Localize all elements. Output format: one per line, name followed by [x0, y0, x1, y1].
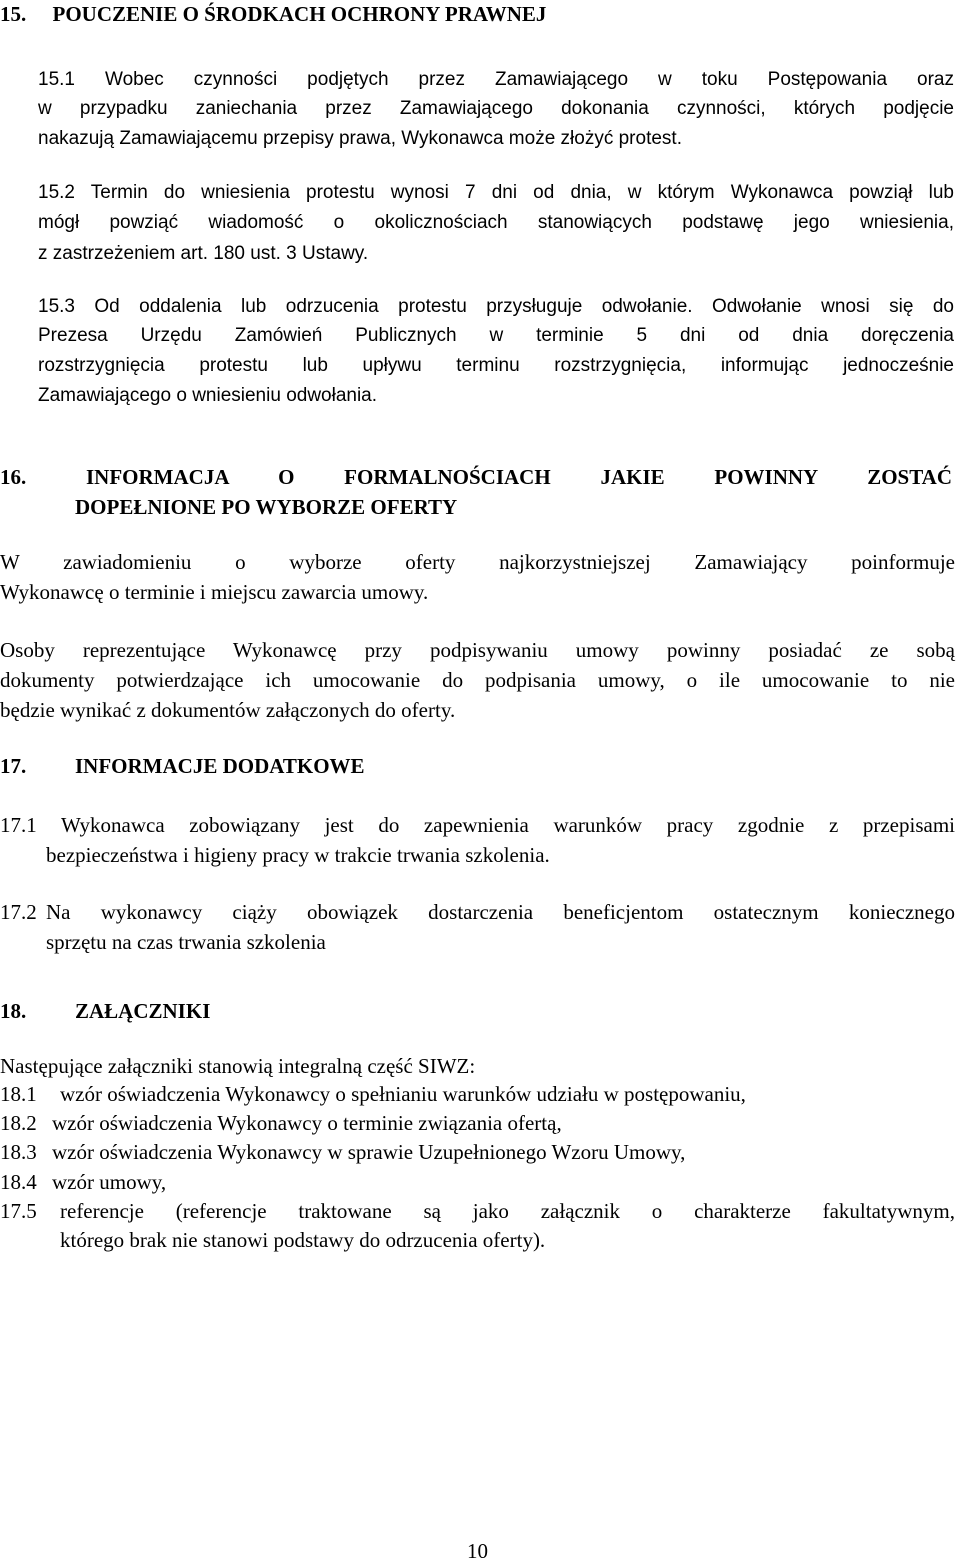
section-16-number: 16.: [0, 465, 27, 489]
paragraph-15-1-line-2: w przypadku zaniechania przez Zamawiającego dokonania czynności, których podjęcie: [38, 98, 954, 119]
paragraph-15-2-line-1: 15.2 Termin do wniesienia protestu wynosi 7 dni od dnia, w którym Wykonawca powziął lub: [38, 182, 954, 203]
attachment-item-number: 18.1: [0, 1082, 37, 1106]
paragraph-15-3-line-4: Zamawiającego o wniesieniu odwołania.: [38, 385, 378, 406]
section-17-number: 17.: [0, 754, 27, 778]
section-15-heading: 15. POUCZENIE O ŚRODKACH OCHRONY PRAWNEJ: [0, 2, 547, 26]
attachment-item-text: wzór oświadczenia Wykonawcy w sprawie Uzupełnionego Wzoru Umowy,: [52, 1140, 686, 1164]
attachment-item-number: 17.5: [0, 1199, 37, 1223]
attachment-item-number: 18.2: [0, 1111, 37, 1135]
item-17-2-number: 17.2: [0, 900, 37, 924]
paragraph-16-1-line-1: W zawiadomieniu o wyborze oferty najkorzystniejszej Zamawiający poinformuje: [0, 550, 955, 574]
section-17-heading: INFORMACJE DODATKOWE: [75, 754, 365, 778]
paragraph-15-3-line-2: Prezesa Urzędu Zamówień Publicznych w terminie 5 dni od dnia doręczenia: [38, 325, 954, 346]
item-17-2-line-1: Na wykonawcy ciąży obowiązek dostarczenia beneficjentom ostatecznym koniecznego: [46, 900, 955, 924]
paragraph-16-2-line-2: dokumenty potwierdzające ich umocowanie do podpisania umowy, o ile umocowanie to nie: [0, 668, 955, 692]
paragraph-15-2-line-3: z zastrzeżeniem art. 180 ust. 3 Ustawy.: [38, 243, 369, 264]
paragraph-15-3-line-1: 15.3 Od oddalenia lub odrzucenia protestu przysługuje odwołanie. Odwołanie wnosi się do: [38, 296, 954, 317]
item-17-1-line-2: bezpieczeństwa i higieny pracy w trakcie trwania szkolenia.: [46, 843, 550, 867]
section-16-heading-line-1: INFORMACJA O FORMALNOŚCIACH JAKIE POWINNY ZOSTAĆ: [86, 465, 952, 489]
paragraph-16-2-line-1: Osoby reprezentujące Wykonawcę przy podpisywaniu umowy powinny posiadać ze sobą: [0, 638, 955, 662]
attachment-item-text-line-1: referencje (referencje traktowane są jako załącznik o charakterze fakultatywnym,: [60, 1199, 955, 1223]
paragraph-15-1-line-1: 15.1 Wobec czynności podjętych przez Zamawiającego w toku Postępowania oraz: [38, 69, 954, 90]
attachment-item-text: wzór oświadczenia Wykonawcy o spełnianiu warunków udziału w postępowaniu,: [60, 1082, 746, 1106]
item-17-1-line-1: 17.1 Wykonawca zobowiązany jest do zapewnienia warunków pracy zgodnie z przepisami: [0, 813, 955, 837]
attachment-item-text: wzór umowy,: [52, 1170, 167, 1194]
paragraph-15-2-line-2: mógł powziąć wiadomość o okolicznościach stanowiących podstawę jego wniesienia,: [38, 212, 954, 233]
paragraph-15-3-line-3: rozstrzygnięcia protestu lub upływu terminu rozstrzygnięcia, informując jednocześnie: [38, 355, 954, 376]
attachment-item-text: wzór oświadczenia Wykonawcy o terminie związania ofertą,: [52, 1111, 562, 1135]
section-16-heading-line-2: DOPEŁNIONE PO WYBORZE OFERTY: [75, 495, 458, 519]
paragraph-16-2-line-3: będzie wynikać z dokumentów załączonych do oferty.: [0, 698, 456, 722]
paragraph-16-1-line-2: Wykonawcę o terminie i miejscu zawarcia umowy.: [0, 580, 429, 604]
page-number: 10: [467, 1539, 488, 1563]
section-18-number: 18.: [0, 999, 27, 1023]
attachments-intro: Następujące załączniki stanowią integralną część SIWZ:: [0, 1054, 476, 1078]
paragraph-15-1-line-3: nakazują Zamawiającemu przepisy prawa, Wykonawca może złożyć protest.: [38, 128, 682, 149]
item-17-2-line-2: sprzętu na czas trwania szkolenia: [46, 930, 326, 954]
attachment-item-number: 18.4: [0, 1170, 37, 1194]
attachment-item-text-line-2: którego brak nie stanowi podstawy do odrzucenia oferty).: [60, 1228, 546, 1252]
section-18-heading: ZAŁĄCZNIKI: [75, 999, 211, 1023]
attachment-item-number: 18.3: [0, 1140, 37, 1164]
